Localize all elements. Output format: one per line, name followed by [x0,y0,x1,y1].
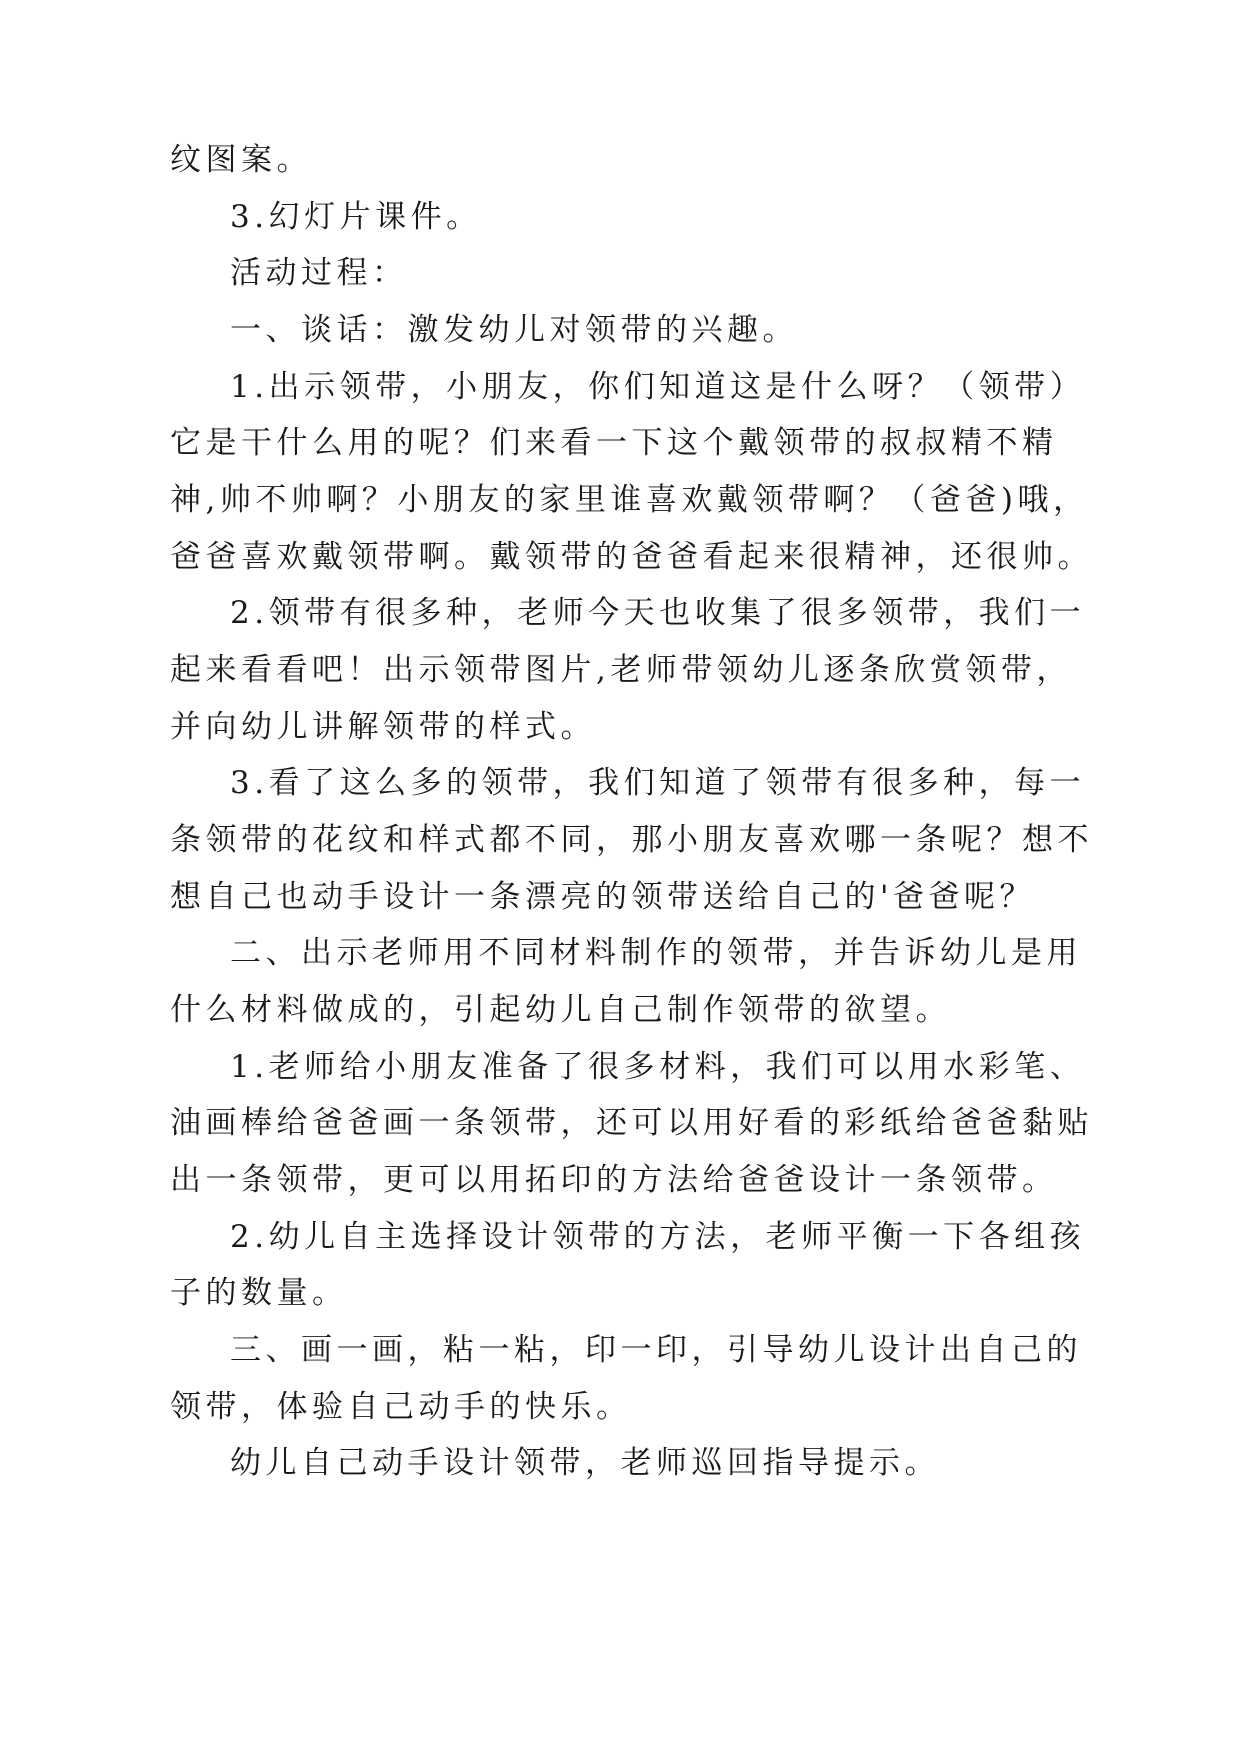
section-heading-3: 三、画一画，粘一粘，印一印，引导幼儿设计出自己的 [230,1332,1082,1368]
text-line-18: 油画棒给爸爸画一条领带，还可以用好看的彩纸给爸爸黏贴 [170,1105,1093,1141]
text-line-17: 1.老师给小朋友准备了很多材料，我们可以用水彩笔、 [230,1049,1086,1085]
text-line-8: 爸爸喜欢戴领带啊。戴领带的爸爸看起来很精神，还很帅。 [170,539,1093,575]
text-line-7: 神,帅不帅啊？小朋友的家里谁喜欢戴领带啊？（爸爸)哦， [170,482,1089,518]
text-line-21: 子的数量。 [170,1275,348,1311]
text-line-5: 1.出示领带，小朋友，你们知道这是什么呀？（领带） [230,369,1086,405]
text-line-12: 3.看了这么多的领带，我们知道了领带有很多种，每一 [230,765,1086,801]
section-heading-2: 二、出示老师用不同材料制作的领带，并告诉幼儿是用 [230,935,1082,971]
text-line-6: 它是干什么用的呢？们来看一下这个戴领带的叔叔精不精 [170,425,1058,461]
text-line-10: 起来看看吧！出示领带图片,老师带领幼儿逐条欣赏领带， [170,652,1072,688]
text-line-1: 纹图案。 [170,142,312,178]
text-line-24: 幼儿自己动手设计领带，老师巡回指导提示。 [230,1445,940,1481]
text-line-16: 什么材料做成的，引起幼儿自己制作领带的欲望。 [170,992,951,1028]
text-line-2: 3.幻灯片课件。 [230,199,482,235]
text-line-9: 2.领带有很多种，老师今天也收集了很多领带，我们一 [230,595,1086,631]
section-heading-activity-process: 活动过程： [230,255,408,291]
text-line-11: 并向幼儿讲解领带的样式。 [170,709,596,745]
text-line-14: 想自己也动手设计一条漂亮的领带送给自己的'爸爸呢？ [170,879,1036,915]
section-heading-1: 一、谈话：激发幼儿对领带的兴趣。 [230,312,798,348]
text-line-13: 条领带的花纹和样式都不同，那小朋友喜欢哪一条呢？想不 [170,822,1093,858]
text-line-20: 2.幼儿自主选择设计领带的方法，老师平衡一下各组孩 [230,1219,1086,1255]
text-line-19: 出一条领带，更可以用拓印的方法给爸爸设计一条领带。 [170,1162,1058,1198]
text-line-23: 领带，体验自己动手的快乐。 [170,1389,632,1425]
